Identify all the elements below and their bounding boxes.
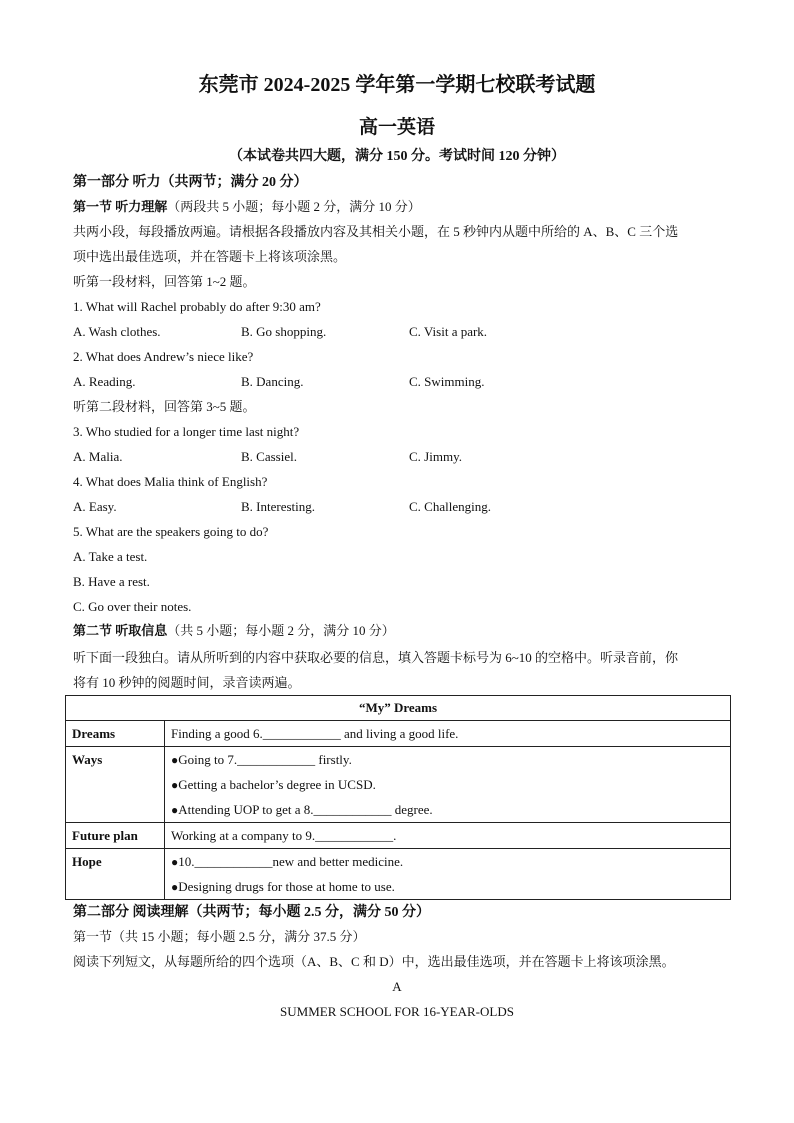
exam-title: 东莞市 2024-2025 学年第一学期七校联考试题 (198, 74, 596, 96)
table-row (66, 823, 731, 849)
ways-item-2: ●Getting a bachelor’s degree in UCSD. (171, 777, 376, 792)
future-plan-label: Future plan (66, 823, 165, 849)
q2-stem: 2. What does Andrew’s niece like? (73, 349, 254, 364)
q1-option-a: A. Wash clothes. (73, 324, 161, 339)
table-caption-row (66, 696, 731, 721)
q1-stem: 1. What will Rachel probably do after 9:30 am? (73, 299, 321, 314)
q5-stem: 5. What are the speakers going to do? (73, 524, 269, 539)
passage-letter: A (392, 979, 402, 994)
table-caption: “My” Dreams (66, 696, 731, 721)
bullet-icon: ● (171, 880, 179, 894)
table-row (66, 849, 731, 900)
q4-option-b: B. Interesting. (241, 499, 316, 514)
part1-heading: 第一部分 听力（共两节；满分 20 分） (73, 175, 308, 190)
hope-item-1: ●10.____________new and better medicine. (171, 854, 404, 869)
passage2-intro: 听第二段材料，回答第 3~5 题。 (73, 399, 256, 414)
part2-heading: 第二部分 阅读理解（共两节；每小题 2.5 分，满分 50 分） (73, 905, 430, 920)
future-plan-cell (165, 823, 731, 849)
q3-stem: 3. Who studied for a longer time last night? (73, 424, 300, 439)
dreams-text: Finding a good 6.____________ and living a good life. (171, 726, 459, 741)
future-plan-text: Working at a company to 9.____________. (171, 828, 397, 843)
dreams-label: Dreams (66, 721, 165, 747)
exam-subject: 高一英语 (358, 117, 435, 138)
q4-stem: 4. What does Malia think of English? (73, 474, 268, 489)
q5-option-b: B. Have a rest. (73, 574, 150, 589)
bullet-icon: ● (171, 855, 179, 869)
q3-option-c: C. Jimmy. (409, 449, 462, 464)
section1-heading-line (73, 198, 421, 215)
dreams-cell (165, 721, 731, 747)
q3-option-b: B. Cassiel. (241, 449, 297, 464)
q2-option-b: B. Dancing. (241, 374, 304, 389)
passage-title: SUMMER SCHOOL FOR 16-YEAR-OLDS (280, 1004, 514, 1019)
q5-option-a: A. Take a test. (73, 549, 148, 564)
passage1-intro: 听第一段材料，回答第 1~2 题。 (73, 274, 256, 289)
section2-heading-line (73, 622, 395, 639)
part2-instructions: 阅读下列短文，从每题所给的四个选项（A、B、C 和 D）中，选出最佳选项，并在答题卡上将该项涂黑。 (73, 954, 675, 969)
bullet-icon: ● (171, 753, 179, 767)
section1-heading: 第一节 听力理解 (73, 199, 168, 214)
hope-cell (165, 849, 731, 900)
ways-item-3: ●Attending UOP to get a 8.____________ degree. (171, 802, 433, 817)
exam-note: （本试卷共四大题，满分 150 分。考试时间 120 分钟） (229, 149, 565, 164)
part2-section1-heading: 第一节（共 15 小题；每小题 2.5 分，满分 37.5 分） (73, 929, 366, 944)
section1-instructions-2: 项中选出最佳选项，并在答题卡上将该项涂黑。 (73, 249, 347, 264)
hope-label: Hope (66, 849, 165, 900)
ways-label: Ways (66, 747, 165, 823)
q1-option-b: B. Go shopping. (241, 324, 327, 339)
q2-option-a: A. Reading. (73, 374, 136, 389)
q4-option-c: C. Challenging. (409, 499, 491, 514)
section1-instructions-1: 共两小段，每段播放两遍。请根据各段播放内容及其相关小题，在 5 秒钟内从题中所给的 A、B、C 三个选 (73, 224, 679, 239)
bullet-icon: ● (171, 778, 179, 792)
section2-instructions-1: 听下面一段独白。请从所听到的内容中获取必要的信息，填入答题卡标号为 6~10 的空格中。听录音前，你 (73, 650, 679, 665)
q5-option-c: C. Go over their notes. (73, 599, 192, 614)
q2-option-c: C. Swimming. (409, 374, 485, 389)
section2-heading: 第二节 听取信息 (73, 623, 168, 638)
q4-option-a: A. Easy. (73, 499, 117, 514)
table-row (66, 747, 731, 823)
section1-heading-note: （两段共 5 小题；每小题 2 分，满分 10 分） (167, 199, 421, 214)
bullet-icon: ● (171, 803, 179, 817)
section2-instructions-2: 将有 10 秒钟的阅题时间，录音读两遍。 (73, 675, 301, 690)
ways-cell (165, 747, 731, 823)
dreams-table (65, 695, 731, 900)
q3-option-a: A. Malia. (73, 449, 123, 464)
ways-item-1: ●Going to 7.____________ firstly. (171, 752, 352, 767)
q1-option-c: C. Visit a park. (409, 324, 488, 339)
section2-heading-note: （共 5 小题；每小题 2 分，满分 10 分） (167, 623, 395, 638)
hope-item-2: ●Designing drugs for those at home to use. (171, 879, 395, 894)
table-row (66, 721, 731, 747)
